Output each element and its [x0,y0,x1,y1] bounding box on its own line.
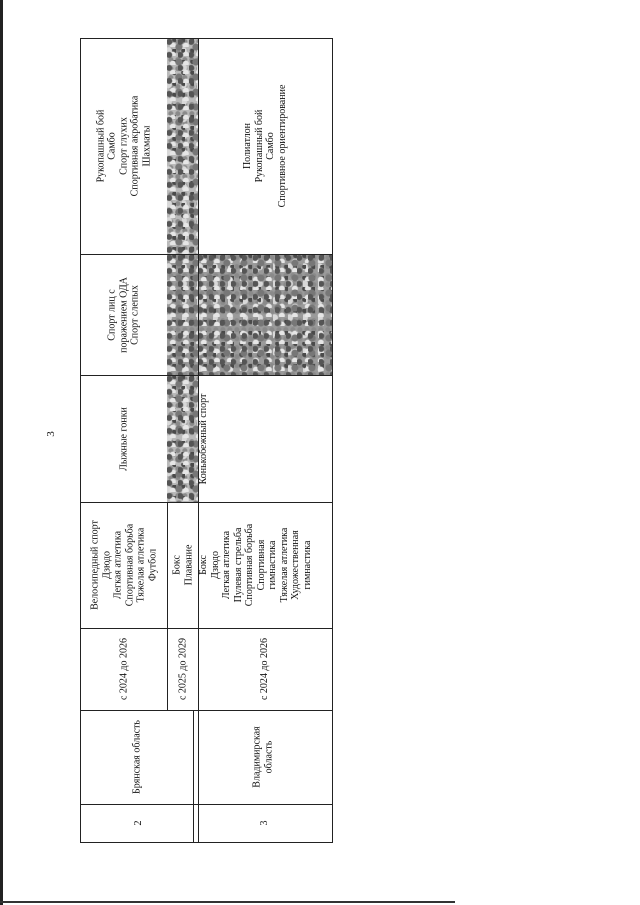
other-sports-cell [198,38,332,254]
region-name: Владимирская [251,726,262,788]
sport-name: гимнастика [301,540,313,590]
sport-name: Спортивное ориентирование [276,84,288,208]
region-name: Брянская область [130,720,142,795]
region-cell [80,710,193,804]
shaded-cell-row2-winter [167,375,198,502]
table-border [80,842,333,843]
sport-name: Конькобежный спорт [198,393,209,484]
row-number-cell [80,804,198,842]
sport-name: Легкая атлетика [221,530,232,600]
sport-name: Художественная [290,530,301,600]
sport-name: Бокс [171,555,182,575]
page-number: 3 [45,431,57,437]
sports-cell [167,502,198,628]
sport-name: Спорт слепых [129,284,141,345]
sport-name: Самбо [106,132,118,160]
sport-name: Дзюдо [209,550,221,580]
sport-name: Самбо [265,132,276,160]
shaded-cell-row2-adaptive [167,254,198,375]
sport-name: поражением ОДА [117,276,129,353]
sport-name: Лыжные гонки [117,406,129,471]
period-label: с 2024 до 2026 [117,637,129,701]
adaptive-sports-cell [80,254,167,375]
period-cell [80,628,167,710]
sport-name: Спортивная акробатика [129,95,141,197]
region-cell [193,710,332,804]
scan-bottom-rule [0,901,455,903]
period-label: с 2024 до 2026 [259,637,271,701]
period-cell [198,628,332,710]
sport-name: Футбол [146,548,158,582]
row-number-cell [198,804,332,842]
sport-name: Дзюдо [100,550,112,580]
shaded-cell-row2-other [167,38,198,254]
region-name: область [262,740,274,774]
row-number: 2 [133,820,145,826]
sport-name: Шахматы [140,125,152,167]
sport-name: Велосипедный спорт [89,520,100,610]
sport-name: Спорт лиц с [106,288,118,341]
sport-name: Спорт глухих [117,117,129,175]
sports-table [80,38,333,843]
sport-name: Рукопашный бой [94,109,106,183]
sport-name: Бокс [198,555,209,575]
sport-name: Легкая атлетика [112,530,123,600]
row-number: 3 [259,820,271,826]
shaded-cell-row3-adaptive [198,254,333,375]
period-label: с 2025 до 2029 [176,637,188,701]
sport-name: Тяжелая атлетика [135,527,146,603]
other-sports-cell [80,38,167,254]
sports-cell [80,502,167,628]
winter-sports-cell [80,375,167,502]
sport-name: гимнастика [267,540,278,590]
sport-name: Пулевая стрельба [232,527,244,603]
sport-name: Тяжелая атлетика [278,527,290,603]
sport-name: Спортивная борьба [123,523,135,607]
sport-name: Спортивная борьба [244,523,255,607]
period-cell [167,628,198,710]
table-border [332,38,333,843]
sport-name: Рукопашный бой [253,109,265,183]
sports-cell [198,502,332,628]
winter-sports-cell [198,375,332,502]
sport-name: Спортивная [255,539,267,591]
sport-name: Полиатлон [242,122,253,170]
scan-left-edge [0,0,3,905]
sport-name: Плавание [182,544,194,586]
